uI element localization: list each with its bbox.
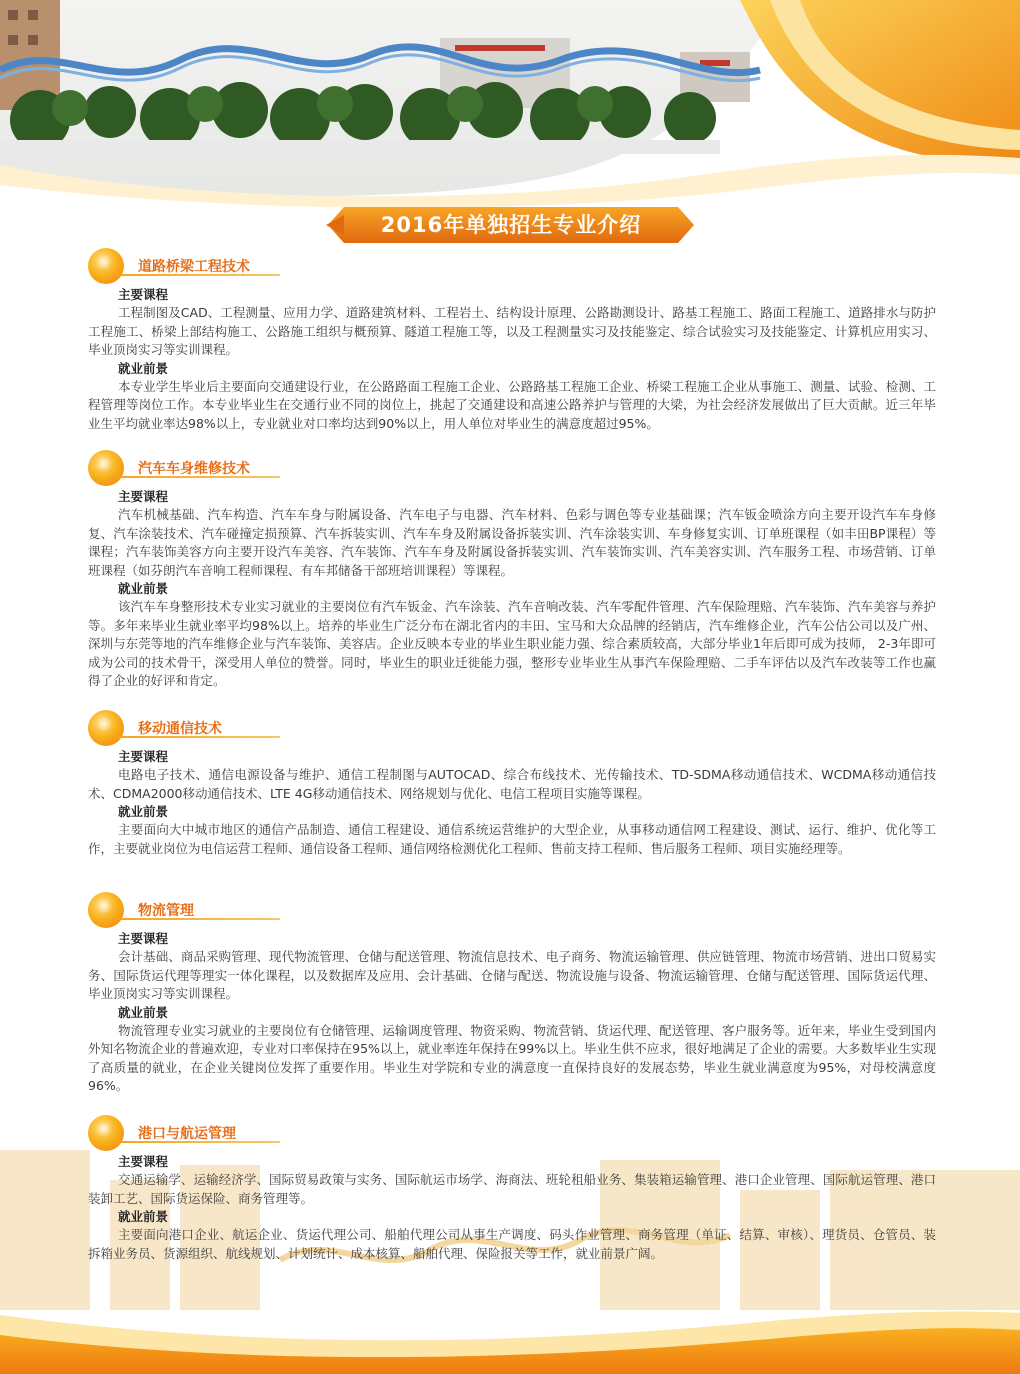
prospects-label: 就业前景 [118, 804, 169, 819]
prospects-text: 主要面向港口企业、航运企业、货运代理公司、船舶代理公司从事生产调度、码头作业管理、商务管理（单证、结算、审核）、理货员、仓管员、装拆箱业务员、货源组织、航线规划、计划统计、成本核算、船舶代理、保险报关等工作，就业前景广阔。 [88, 1227, 936, 1261]
courses-text: 工程制图及CAD、工程测量、应用力学、道路建筑材料、工程岩土、结构设计原理、公路勘测设计、路基工程施工、路面工程施工、道路排水与防护工程施工、桥梁上部结构施工、公路施工组织与概预算、隧道工程施工等，以及工程测量实习及技能鉴定、综合试验实习及技能鉴定、计算机应用实习、毕业顶岗实习等实训课程。 [88, 305, 936, 357]
section-header [0, 248, 1020, 286]
courses-label: 主要课程 [118, 749, 169, 764]
section-logistics [0, 892, 1020, 1096]
prospects-text: 该汽车车身整形技术专业实习就业的主要岗位有汽车钣金、汽车涂装、汽车音响改装、汽车零配件管理、汽车保险理赔、汽车装饰、汽车美容与养护等。多年来毕业生就业率平均98%以上。培养的毕业生广泛分布在湖北省内的丰田、宝马和大众品牌的经销店，汽车维修企业，汽车公估公司以及广州、深圳与东莞等地的汽车维修企业与汽车装饰、美容店。企业反映本专业的毕业生职业能力强、综合素质较高，大部分毕业1年后即可成为技师， 2-3年即可成为公司的技术骨干，深受用人单位的赞誉。同时，毕业生的职业迁徙能力强，整形专业毕业生从事汽车保险理赔、二手车评估以及汽车改装等工作也赢得了企业的好评和肯定。 [88, 599, 936, 688]
section-header [0, 450, 1020, 488]
section-road-bridge [0, 248, 1020, 433]
prospects-label: 就业前景 [118, 360, 169, 376]
orange-bullet-icon [88, 1115, 124, 1151]
section-mobile-communication [0, 710, 1020, 858]
orange-bullet-icon [88, 450, 124, 486]
section-auto-body-repair [0, 450, 1020, 691]
section-header [0, 892, 1020, 930]
orange-bullet-icon [88, 248, 124, 284]
header-campus-image [0, 0, 1020, 215]
courses-label: 主要课程 [118, 931, 169, 946]
courses-label: 主要课程 [118, 1154, 169, 1169]
section-title: 道路桥梁工程技术 [138, 259, 250, 275]
orange-bullet-icon [88, 892, 124, 928]
prospects-text: 物流管理专业实习就业的主要岗位有仓储管理、运输调度管理、物资采购、物流营销、货运代理、配送管理、客户服务等。近年来，毕业生受到国内外知名物流企业的普遍欢迎，专业对口率保持在95%以上，就业率连年保持在99%以上。毕业生供不应求，很好地满足了企业的需要。大多数毕业生实现了高质量的就业，在企业关键岗位发挥了重要作用。毕业生对学院和专业的满意度一直保持良好的发展态势，毕业生就业满意度为95%，对母校满意度96%。 [88, 1022, 936, 1093]
section-title: 移动通信技术 [138, 721, 222, 737]
prospects-label: 就业前景 [118, 1209, 169, 1224]
courses-label: 主要课程 [118, 287, 169, 302]
courses-text: 交通运输学、运输经济学、国际贸易政策与实务、国际航运市场学、海商法、班轮租船业务、集装箱运输管理、港口企业管理、国际航运管理、港口装卸工艺、国际货运保险、商务管理等。 [88, 1172, 936, 1206]
section-title: 汽车车身维修技术 [138, 461, 250, 477]
section-header [0, 1115, 1020, 1153]
courses-label: 主要课程 [118, 489, 169, 504]
prospects-label: 就业前景 [118, 581, 169, 596]
prospects-text: 主要面向大中城市地区的通信产品制造、通信工程建设、通信系统运营维护的大型企业，从事移动通信网工程建设、测试、运行、维护、优化等工作，主要就业岗位为电信运营工程师、通信设备工程师、通信网络检测优化工程师、售前支持工程师、售后服务工程师、项目实施经理等。 [88, 822, 936, 856]
courses-text: 会计基础、商品采购管理、现代物流管理、仓储与配送管理、物流信息技术、电子商务、物流运输管理、供应链管理、物流市场营销、进出口贸易实务、国际货运代理等理实一体化课程，以及数据库及应用、会计基础、仓储与配送、物流设施与设备、物流运输管理、仓储与配送管理、国际货运代理、毕业顶岗实习等实训课程。 [88, 949, 936, 1001]
prospects-text: 本专业学生毕业后主要面向交通建设行业，在公路路面工程施工企业、公路路基工程施工企业、桥梁工程施工企业从事施工、测量、试验、检测、工程管理等岗位工作。本专业毕业生在交通行业不同的岗位上，挑起了交通建设和高速公路养护与管理的大梁，为社会经济发展做出了巨大贡献。近三年毕业生平均就业率达98%以上，专业就业对口率均达到90%以上，用人单位对毕业生的满意度超过95%。 [88, 378, 936, 431]
section-header [0, 710, 1020, 748]
prospects-label: 就业前景 [118, 1004, 169, 1020]
courses-text: 汽车机械基础、汽车构造、汽车车身与附属设备、汽车电子与电器、汽车材料、色彩与调色等专业基础课；汽车钣金喷涂方向主要开设汽车车身修复、汽车涂装技术、汽车碰撞定损预算、汽车拆装实训、汽车车身及附属设备拆装实训、汽车涂装实训、车身修复实训、订单班课程（如丰田BP课程）等课程；汽车装饰美容方向主要开设汽车美容、汽车装饰、汽车车身及附属设备拆装实训、汽车装饰实训、汽车美容实训、汽车服务工程、市场营销、订单班课程（如芬朗汽车音响工程师课程、有车邦储备干部班培训课程）等课程。 [88, 507, 936, 578]
section-title: 物流管理 [138, 903, 194, 919]
page-title: 2016年单独招生专业介绍 [380, 213, 642, 237]
section-port-shipping [0, 1115, 1020, 1263]
courses-text: 电路电子技术、通信电源设备与维护、通信工程制图与AUTOCAD、综合布线技术、光传输技术、TD-SDMA移动通信技术、WCDMA移动通信技术、CDMA2000移动通信技术、LTE 4G移动通信技术、网络规划与优化、电信工程项目实施等课程。 [88, 767, 936, 801]
orange-bullet-icon [88, 710, 124, 746]
title-banner [326, 205, 696, 245]
section-title: 港口与航运管理 [138, 1126, 236, 1142]
